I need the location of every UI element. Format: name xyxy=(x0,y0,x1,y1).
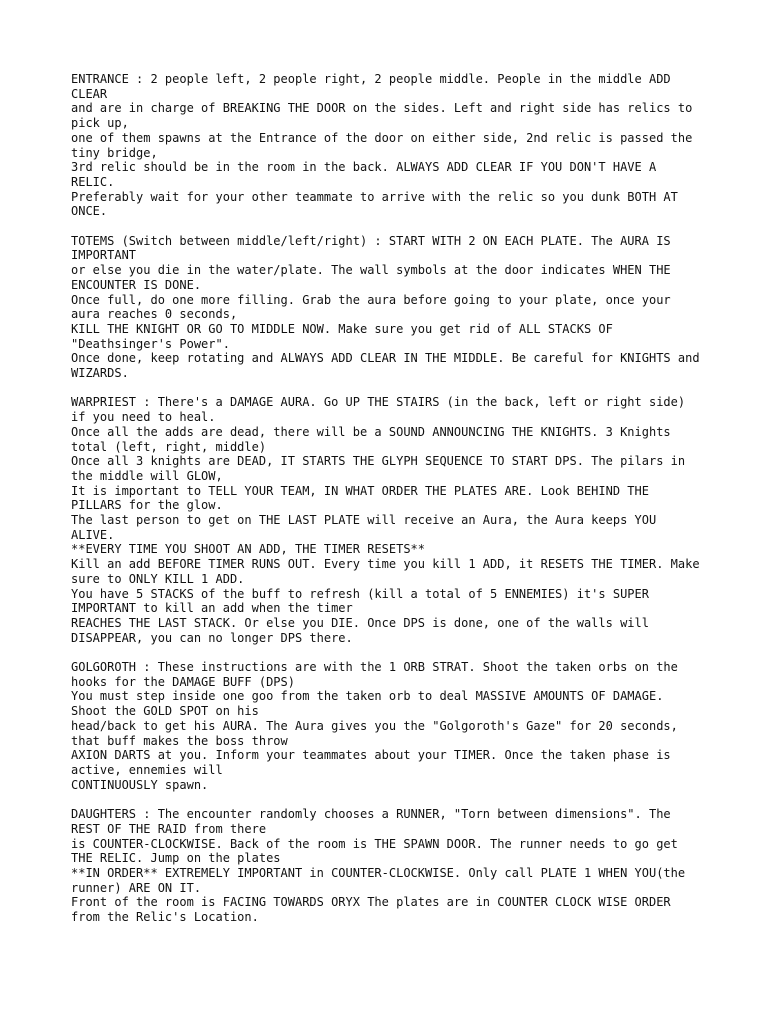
text-line: DAUGHTERS : The encounter randomly chooses a RUNNER, "Torn between dimensions". The REST OF THE RAID from there xyxy=(71,807,678,836)
totems-section xyxy=(71,233,707,381)
text-line: and are in charge of BREAKING THE DOOR on the sides. Left and right side has relics to pick up, xyxy=(71,101,700,131)
text-line: **EVERY TIME YOU SHOOT AN ADD, THE TIMER RESETS** xyxy=(71,542,426,557)
text-line: ENTRANCE : 2 people left, 2 people right, 2 people middle. People in the middle ADD CLEAR xyxy=(71,72,678,101)
text-line: Kill an add BEFORE TIMER RUNS OUT. Every time you kill 1 ADD, it RESETS THE TIMER. Make sure to ONLY KILL 1 ADD. xyxy=(71,557,707,586)
text-line: head/back to get his AURA. The Aura gives you the "Golgoroth's Gaze" for 20 seconds, that buff makes the boss throw xyxy=(71,718,686,748)
text-line: KILL THE KNIGHT OR GO TO MIDDLE NOW. Make sure you get rid of ALL STACKS OF "Deathsinger's Power". xyxy=(71,321,621,351)
text-line: TOTEMS (Switch between middle/left/right) : START WITH 2 ON EACH PLATE. The AURA IS IMPORTANT xyxy=(71,233,678,263)
text-line: 3rd relic should be in the room in the back. ALWAYS ADD CLEAR IF YOU DON'T HAVE A RELIC. xyxy=(71,160,664,189)
text-line: WARPRIEST : There's a DAMAGE AURA. Go UP THE STAIRS (in the back, left or right side) if you need to heal. xyxy=(71,395,693,425)
golgoroth-section xyxy=(71,660,703,792)
text-line: Preferably wait for your other teammate to arrive with the relic so you dunk BOTH AT ONCE. xyxy=(71,189,686,219)
text-line: AXION DARTS at you. Inform your teammates about your TIMER. Once the taken phase is active, ennemies will xyxy=(71,748,678,777)
text-line: Front of the room is FACING TOWARDS ORYX The plates are in COUNTER CLOCK WISE ORDER from the Relic's Location. xyxy=(71,895,678,925)
text-line: You must step inside one goo from the taken orb to deal MASSIVE AMOUNTS OF DAMAGE. Shoot the GOLD SPOT on his xyxy=(71,689,671,719)
text-line: **IN ORDER** EXTREMELY IMPORTANT in COUNTER-CLOCKWISE. Only call PLATE 1 WHEN YOU(the runner) ARE ON IT. xyxy=(71,865,693,895)
text-line: CONTINUOUSLY spawn. xyxy=(71,777,209,792)
text-line: Once all the adds are dead, there will be a SOUND ANNOUNCING THE KNIGHTS. 3 Knights total (left, right, middle) xyxy=(71,424,678,454)
text-line: Once full, do one more filling. Grab the aura before going to your plate, once your aura reaches 0 seconds, xyxy=(71,292,678,322)
text-line: REACHES THE LAST STACK. Or else you DIE. Once DPS is done, one of the walls will DISAPPEAR, you can no longer DPS there. xyxy=(71,615,657,645)
text-line: It is important to TELL YOUR TEAM, IN WHAT ORDER THE PLATES ARE. Look BEHIND THE PILLARS for the glow. xyxy=(71,483,657,513)
text-line: or else you die in the water/plate. The wall symbols at the door indicates WHEN THE ENCOUNTER IS DONE. xyxy=(71,263,678,292)
text-line: GOLGOROTH : These instructions are with the 1 ORB STRAT. Shoot the taken orbs on the hooks for the DAMAGE BUFF (DPS) xyxy=(71,660,686,689)
text-line: is COUNTER-CLOCKWISE. Back of the room is THE SPAWN DOOR. The runner needs to go get THE RELIC. Jump on the plates xyxy=(71,836,686,866)
text-line: Once all 3 knights are DEAD, IT STARTS THE GLYPH SEQUENCE TO START DPS. The pilars in the middle will GLOW, xyxy=(71,454,693,483)
warpriest-section xyxy=(71,395,707,645)
text-line: one of them spawns at the Entrance of the door on either side, 2nd relic is passed the tiny bridge, xyxy=(71,130,700,160)
text-line: Once done, keep rotating and ALWAYS ADD CLEAR IN THE MIDDLE. Be careful for KNIGHTS and WIZARDS. xyxy=(71,351,707,381)
daughters-section xyxy=(71,807,703,925)
entrance-section xyxy=(71,72,703,219)
document-page xyxy=(71,72,707,939)
text-line: The last person to get on THE LAST PLATE will receive an Aura, the Aura keeps YOU ALIVE. xyxy=(71,513,664,542)
text-line: You have 5 STACKS of the buff to refresh (kill a total of 5 ENNEMIES) it's SUPER IMPORTANT to kill an add when the timer xyxy=(71,586,657,616)
